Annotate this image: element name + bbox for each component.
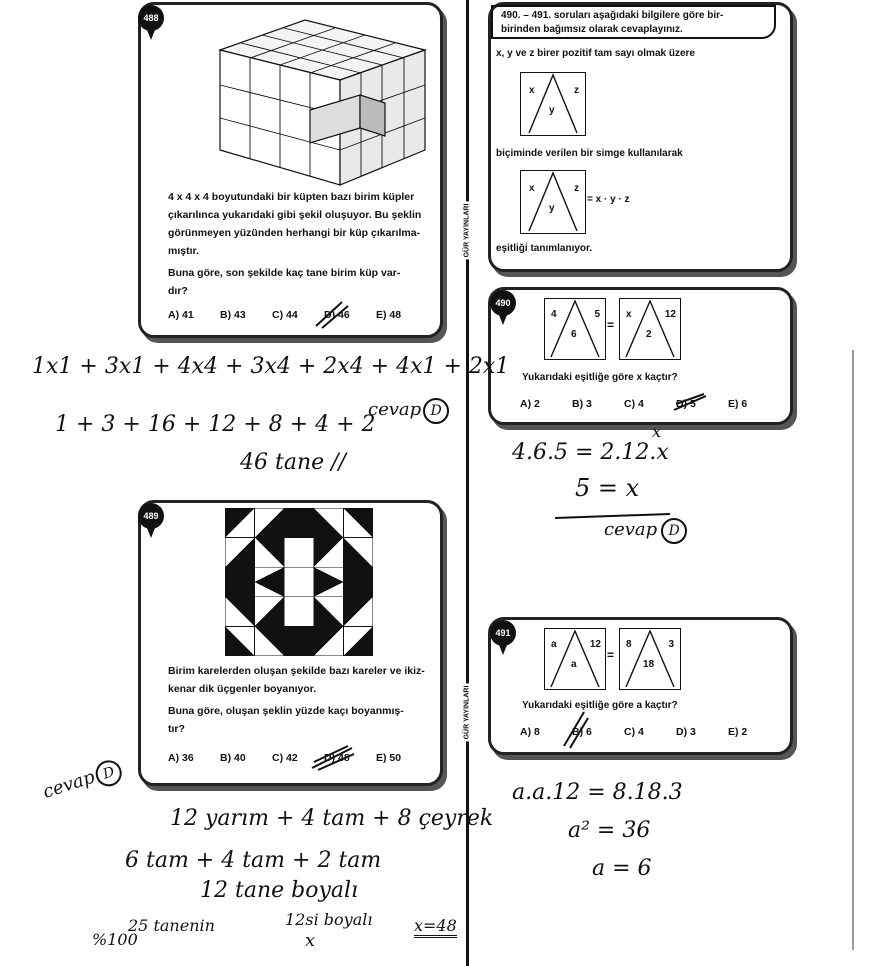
- option-e[interactable]: E) 6: [728, 398, 748, 410]
- q490-left-symbol: [544, 298, 606, 360]
- option-c[interactable]: C) 4: [624, 726, 644, 738]
- symbol-right-value: z: [574, 85, 579, 96]
- handwritten-q488-line1: 1x1 + 3x1 + 4x4 + 3x4 + 2x4 + 4x1 + 2x1: [32, 354, 510, 379]
- intro-equation: = x · y · z: [587, 194, 630, 205]
- handwritten-q489-line3: 12 tane boyalı: [200, 878, 359, 903]
- q488-text-line: görünmeyen yüzünden herhangi bir küp çıkarılma-: [168, 227, 421, 239]
- q491-question: Yukarıdaki eşitliğe göre a kaçtır?: [522, 700, 678, 711]
- scan-edge-mark: [852, 350, 854, 950]
- q488-strike-mark: [312, 300, 352, 330]
- question-488-text: [168, 188, 438, 300]
- q491-right-symbol: [619, 628, 681, 690]
- question-490-badge: 490: [490, 290, 516, 316]
- option-e[interactable]: E) 48: [376, 309, 402, 321]
- intro-header-line: birinden bağımsız olarak cevaplayınız.: [501, 24, 683, 35]
- symbol-right-value: 12: [664, 309, 676, 320]
- question-488-badge: 488: [138, 5, 164, 31]
- handwritten-q489-x: x: [305, 930, 316, 951]
- symbol-right-value: 3: [668, 639, 674, 650]
- question-489-badge: 489: [138, 503, 164, 529]
- option-c[interactable]: C) 44: [272, 309, 298, 321]
- intro-header: [491, 5, 776, 39]
- question-491-badge: 491: [490, 620, 516, 646]
- q490-right-symbol: [619, 298, 681, 360]
- handwritten-q489-line1: 12 yarım + 4 tam + 8 çeyrek: [170, 806, 494, 831]
- handwritten-q490-line1: 4.6.5 = 2.12.x: [512, 440, 669, 465]
- q489-question-line: tır?: [168, 723, 185, 735]
- answer-word: cevap: [40, 766, 98, 803]
- intro-symbol-1: [520, 72, 586, 136]
- q488-question-line: dır?: [168, 285, 188, 297]
- answer-circle: D: [423, 398, 449, 424]
- q488-text-line: 4 x 4 x 4 boyutundaki bir küpten bazı birim küpler: [168, 191, 415, 203]
- option-d[interactable]: D) 46: [324, 309, 350, 321]
- option-b[interactable]: B) 6: [572, 726, 592, 738]
- option-b[interactable]: B) 40: [220, 752, 246, 764]
- q490-equals: =: [607, 318, 615, 332]
- option-c[interactable]: C) 42: [272, 752, 298, 764]
- handwritten-q489-total: 25 tanenin: [128, 916, 215, 935]
- symbol-center-value: y: [549, 105, 555, 116]
- option-c[interactable]: C) 4: [624, 398, 644, 410]
- intro-symbol-2: [520, 170, 586, 234]
- answer-circle: D: [92, 757, 125, 790]
- cube-figure: [210, 10, 435, 190]
- question-488-options: [168, 309, 416, 321]
- handwritten-q489-result: x=48: [414, 916, 457, 938]
- q489-text-line: kenar dik üçgenler boyanıyor.: [168, 683, 317, 695]
- intro-line-2: biçiminde verilen bir simge kullanılarak: [496, 148, 683, 159]
- option-e[interactable]: E) 2: [728, 726, 748, 738]
- symbol-left-value: x: [626, 309, 632, 320]
- q489-question-line: Buna göre, oluşan şeklin yüzde kaçı boyanmış-: [168, 705, 404, 717]
- option-a[interactable]: A) 8: [520, 726, 540, 738]
- handwritten-q489-shaded: 12si boyalı: [285, 910, 373, 929]
- option-a[interactable]: A) 2: [520, 398, 540, 410]
- symbol-right-value: 5: [594, 309, 600, 320]
- q490-strike-mark: [670, 392, 710, 414]
- handwritten-q488-answer: [368, 398, 449, 424]
- question-490-options: [520, 398, 768, 410]
- q488-text-line: mıştır.: [168, 245, 199, 257]
- option-a[interactable]: A) 41: [168, 309, 194, 321]
- option-b[interactable]: B) 43: [220, 309, 246, 321]
- q488-question-line: Buna göre, son şekilde kaç tane birim küp var-: [168, 267, 401, 279]
- question-489-text: [168, 662, 438, 738]
- option-a[interactable]: A) 36: [168, 752, 194, 764]
- question-489-options: [168, 752, 416, 764]
- pattern-figure: [225, 508, 373, 656]
- symbol-center-value: a: [571, 659, 577, 670]
- handwritten-q488-line3: 46 tane //: [240, 450, 346, 475]
- intro-line-3: eşitliği tanımlanıyor.: [496, 243, 593, 254]
- option-d[interactable]: D) 5: [676, 398, 696, 410]
- answer-word: cevap: [604, 519, 658, 540]
- symbol-left-value: 4: [551, 309, 557, 320]
- handwritten-q491-line3: a = 6: [592, 856, 652, 881]
- question-491-options: [520, 726, 768, 738]
- handwritten-q491-line1: a.a.12 = 8.18.3: [512, 780, 683, 805]
- symbol-right-value: z: [574, 183, 579, 194]
- intro-header-line: 490. – 491. soruları aşağıdaki bilgilere göre bir-: [501, 10, 724, 21]
- handwritten-q489-line2: 6 tam + 4 tam + 2 tam: [125, 848, 382, 873]
- option-e[interactable]: E) 50: [376, 752, 402, 764]
- q491-equals: =: [607, 648, 615, 662]
- handwritten-q488-line2: 1 + 3 + 16 + 12 + 8 + 4 + 2: [55, 412, 376, 437]
- q489-text-line: Birim karelerden oluşan şekilde bazı kareler ve ikiz-: [168, 665, 425, 677]
- symbol-left-value: x: [529, 85, 535, 96]
- option-d[interactable]: D) 3: [676, 726, 696, 738]
- publisher-label-bottom: GÜR YAYINLARI: [463, 685, 471, 739]
- handwritten-q490-answer: [604, 518, 687, 544]
- symbol-left-value: x: [529, 183, 535, 194]
- publisher-label-top: GÜR YAYINLARI: [463, 203, 471, 257]
- q490-question: Yukarıdaki eşitliğe göre x kaçtır?: [522, 372, 678, 383]
- q491-strike-mark: [560, 710, 590, 750]
- handwritten-q489-answer: [40, 757, 125, 807]
- symbol-center-value: 18: [643, 659, 655, 670]
- handwritten-q491-line2: a² = 36: [568, 818, 651, 843]
- symbol-center-value: 6: [571, 329, 577, 340]
- q488-text-line: çıkarılınca yukarıdaki gibi şekil oluşuyor. Bu şeklin: [168, 209, 422, 221]
- symbol-right-value: 12: [589, 639, 601, 650]
- symbol-center-value: y: [549, 203, 555, 214]
- symbol-center-value: 2: [646, 329, 652, 340]
- symbol-left-value: a: [551, 639, 557, 650]
- answer-word: cevap: [368, 399, 422, 420]
- symbol-left-value: 8: [626, 639, 632, 650]
- option-b[interactable]: B) 3: [572, 398, 592, 410]
- option-d[interactable]: D) 48: [324, 752, 350, 764]
- answer-circle: D: [661, 518, 687, 544]
- q489-strike-mark: [308, 744, 358, 772]
- q491-left-symbol: [544, 628, 606, 690]
- handwritten-q490-small-x: x: [652, 422, 662, 441]
- intro-line-1: x, y ve z birer pozitif tam sayı olmak üzere: [496, 48, 695, 59]
- handwritten-q489-percent: %100: [92, 930, 138, 949]
- handwritten-q490-line2: 5 = x: [575, 474, 640, 502]
